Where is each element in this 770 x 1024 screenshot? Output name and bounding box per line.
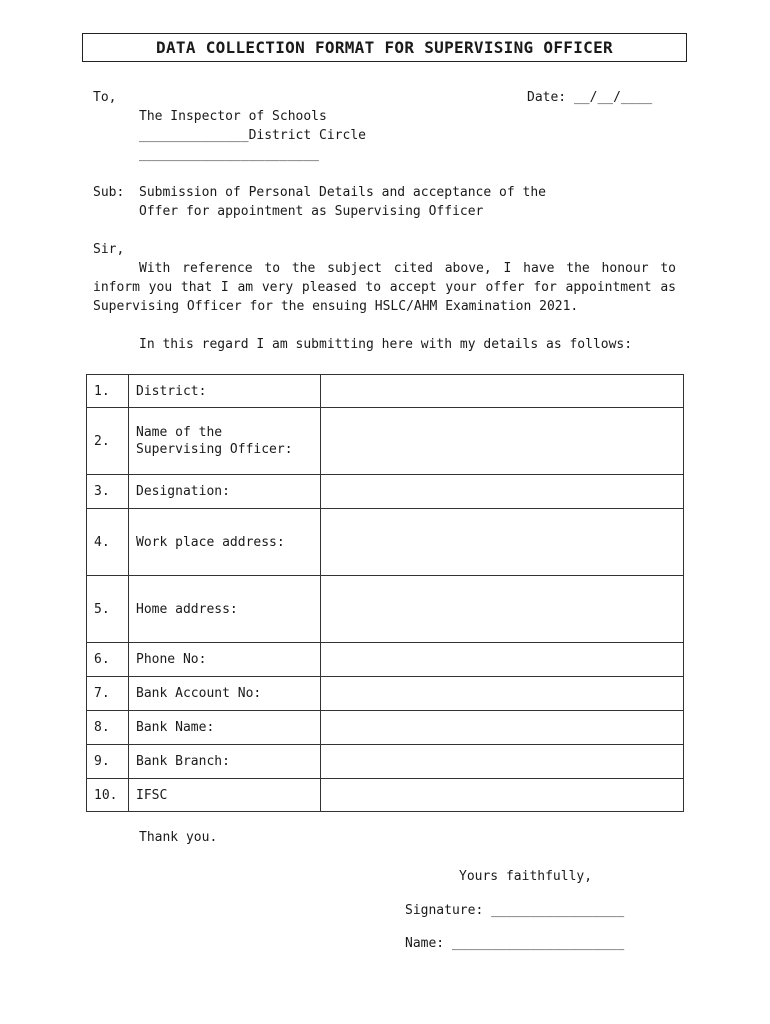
subject-label: Sub: bbox=[93, 185, 125, 200]
name-field[interactable]: Name: ______________________ bbox=[405, 936, 625, 951]
row-number: 4. bbox=[87, 509, 129, 576]
date-field[interactable]: Date: __/__/____ bbox=[527, 90, 653, 105]
district-circle-field[interactable]: ______________District Circle bbox=[139, 128, 366, 143]
home-address-input-cell[interactable] bbox=[321, 576, 684, 643]
designation-input-cell[interactable] bbox=[321, 475, 684, 509]
row-number: 2. bbox=[87, 408, 129, 475]
table-row bbox=[87, 643, 684, 677]
to-label: To, bbox=[93, 90, 117, 105]
table-row bbox=[87, 408, 684, 475]
row-number: 9. bbox=[87, 745, 129, 779]
body-paragraph-1 bbox=[93, 259, 676, 316]
bank-name-input-cell[interactable] bbox=[321, 711, 684, 745]
row-number: 10. bbox=[87, 779, 129, 812]
row-label: Bank Account No: bbox=[129, 677, 321, 711]
row-label: Bank Branch: bbox=[129, 745, 321, 779]
yours-faithfully: Yours faithfully, bbox=[459, 869, 593, 884]
table-row bbox=[87, 576, 684, 643]
signature-field[interactable]: Signature: _________________ bbox=[405, 903, 625, 918]
form-title: DATA COLLECTION FORMAT FOR SUPERVISING OFFICER bbox=[82, 33, 687, 62]
table-row bbox=[87, 509, 684, 576]
salutation: Sir, bbox=[93, 242, 125, 257]
table-row bbox=[87, 677, 684, 711]
address-blank-line[interactable]: _______________________ bbox=[139, 147, 320, 162]
table-row bbox=[87, 375, 684, 408]
row-label: District: bbox=[129, 375, 321, 408]
row-label: Name of the Supervising Officer: bbox=[129, 408, 321, 475]
subject-line-1: Submission of Personal Details and acceptance of the bbox=[139, 185, 546, 200]
row-label: Work place address: bbox=[129, 509, 321, 576]
officer-name-input-cell[interactable] bbox=[321, 408, 684, 475]
row-number: 7. bbox=[87, 677, 129, 711]
body-paragraph-2 bbox=[93, 335, 676, 354]
table-row bbox=[87, 779, 684, 812]
row-number: 5. bbox=[87, 576, 129, 643]
thank-you: Thank you. bbox=[139, 830, 218, 845]
row-label: IFSC bbox=[129, 779, 321, 812]
body-paragraph-2-text: In this regard I am submitting here with my details as follows: bbox=[139, 337, 633, 352]
body-paragraph-1-text: With reference to the subject cited above, I have the honour to inform you that I am very pleased to accept your offer for appointment as Supervising Officer for the ensuing HSLC/AHM Examination 2021. bbox=[93, 261, 676, 314]
row-label: Phone No: bbox=[129, 643, 321, 677]
ifsc-input-cell[interactable] bbox=[321, 779, 684, 812]
details-table bbox=[86, 374, 684, 812]
row-number: 8. bbox=[87, 711, 129, 745]
district-input-cell[interactable] bbox=[321, 375, 684, 408]
bank-account-input-cell[interactable] bbox=[321, 677, 684, 711]
subject-line-2: Offer for appointment as Supervising Officer bbox=[139, 204, 484, 219]
recipient-line-1: The Inspector of Schools bbox=[139, 109, 327, 124]
table-row bbox=[87, 711, 684, 745]
row-number: 1. bbox=[87, 375, 129, 408]
table-row bbox=[87, 475, 684, 509]
row-number: 3. bbox=[87, 475, 129, 509]
work-address-input-cell[interactable] bbox=[321, 509, 684, 576]
row-label: Home address: bbox=[129, 576, 321, 643]
row-label: Designation: bbox=[129, 475, 321, 509]
row-label: Bank Name: bbox=[129, 711, 321, 745]
table-row bbox=[87, 745, 684, 779]
phone-input-cell[interactable] bbox=[321, 643, 684, 677]
bank-branch-input-cell[interactable] bbox=[321, 745, 684, 779]
row-number: 6. bbox=[87, 643, 129, 677]
